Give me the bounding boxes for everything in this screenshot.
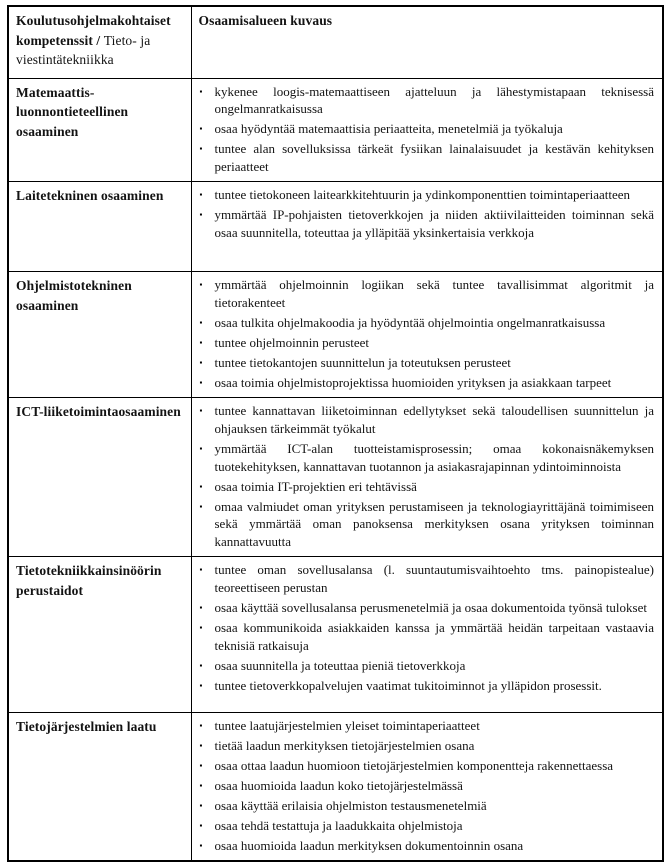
bullet-item [199, 120, 655, 138]
bullet-text: osaa tehdä testattuja ja laadukkaita ohjelmistoja [214, 818, 463, 833]
bullet-text: kykenee loogis-matemaattiseen ajatteluun ja lähestymistapaan teknisessä ongelmanratkaisussa [214, 83, 654, 117]
bullet-text: tuntee tietoverkkopalvelujen vaatimat tukitoiminnot ja ylläpidon prosessit. [214, 677, 602, 693]
bullet-square-icon: ▪ [199, 761, 203, 771]
bullet-square-icon: ▪ [199, 603, 203, 613]
competence-cell [8, 557, 191, 713]
bullet-square-icon: ▪ [199, 377, 203, 387]
table-header-row [8, 6, 663, 78]
bullet-text: osaa huomioida laadun merkityksen dokumentoinnin osana [214, 837, 524, 853]
competence-label: ICT-liiketoimintaosaaminen [16, 403, 181, 419]
bullet-square-icon: ▪ [199, 481, 203, 491]
competence-label: Laitetekninen osaaminen [16, 188, 164, 204]
bullet-item [199, 817, 655, 835]
bullet-text: osaa ottaa laadun huomioon tietojärjestelmien komponentteja rakennettaessa [214, 758, 614, 774]
header-cell-description [191, 6, 663, 78]
bullet-text: tuntee kannattavan liiketoiminnan edellytykset sekä taloudellisen suunnittelun ja ohjauksen tärkeimmät työkalut [214, 402, 654, 436]
header-description-title: Osaamisalueen kuvaus [198, 13, 333, 28]
bullet-text: omaa valmiudet oman yrityksen perustamiseen ja teknologiayrittäjänä toimimiseen sekä ymmärtää oman panoksensa merkityksen osana yrityksen toiminnan kannattavuutta [214, 498, 654, 550]
bullet-square-icon: ▪ [199, 661, 203, 670]
bullet-item [199, 354, 655, 372]
bullet-text: tuntee tietokantojen suunnittelun ja toteutuksen perusteet [214, 354, 511, 370]
bullet-text: osaa suunnitella ja toteuttaa pieniä tietoverkkoja [214, 658, 466, 673]
description-cell [191, 557, 663, 713]
bullet-text: tuntee alan sovelluksissa tärkeät fysiikan lainalaisuudet ja kestävän kehityksen periaatteet [214, 141, 654, 175]
bullet-square-icon: ▪ [199, 781, 203, 791]
bullet-square-icon: ▪ [199, 280, 203, 290]
bullet-text: osaa hyödyntää matemaattisia periaatteita, menetelmiä ja työkaluja [214, 121, 563, 137]
bullet-text: ymmärtää IP-pohjaisten tietoverkkojen ja niiden aktiivilaitteiden toiminnan sekä osaa suunnitella, toteuttaa ja ylläpitää yksinkertaisia verkkoja [214, 207, 654, 241]
bullet-text: ymmärtää ohjelmoinnin logiikan sekä tuntee tavallisimmat algoritmit ja tietorakenteet [214, 277, 654, 311]
header-cell-competences [8, 6, 191, 78]
bullet-square-icon: ▪ [199, 338, 203, 347]
description-cell [191, 397, 663, 557]
bullet-square-icon: ▪ [199, 821, 203, 830]
description-cell [191, 713, 663, 861]
header-title-regular: Tieto- ja viestintätekniikka [16, 32, 151, 68]
bullet-square-icon: ▪ [199, 443, 203, 453]
competence-label: Tietotekniikkainsinöörin perustaidot [16, 563, 162, 598]
bullet-square-icon: ▪ [199, 357, 203, 367]
bullet-square-icon: ▪ [199, 623, 203, 633]
description-cell [191, 78, 663, 182]
table-row [8, 182, 663, 272]
bullet-square-icon: ▪ [199, 124, 203, 134]
bullet-text: osaa kommunikoida asiakkaiden kanssa ja ymmärtää heidän tarpeitaan vastaavia teknisiä ratkaisuja [214, 620, 654, 654]
bullet-text: osaa tulkita ohjelmakoodia ja hyödyntää ohjelmointia ongelmanratkaisussa [214, 315, 606, 331]
competence-label: Matemaattis-luonnontieteellinen osaaminen [16, 84, 129, 139]
description-cell [191, 272, 663, 398]
competence-label: Tietojärjestelmien laatu [16, 719, 157, 735]
bullet-item [199, 677, 655, 695]
table-row [8, 557, 663, 713]
bullet-text: osaa käyttää sovellusalansa perusmenetelmiä ja osaa dokumentoida työnsä tulokset [214, 600, 647, 616]
bullet-item [199, 206, 655, 242]
bullet-item [199, 737, 655, 755]
bullet-text: osaa toimia ohjelmistoprojektissa huomioiden yrityksen ja asiakkaan tarpeet [214, 374, 612, 390]
bullet-item [199, 83, 655, 119]
table-row [8, 397, 663, 557]
competence-cell [8, 272, 191, 398]
bullet-item [199, 619, 655, 655]
competence-cell [8, 182, 191, 272]
table-row [8, 272, 663, 398]
bullet-square-icon: ▪ [199, 680, 203, 690]
bullet-item [199, 478, 655, 496]
competence-label: Ohjelmistotekninen osaaminen [16, 278, 132, 313]
bullet-item [199, 440, 655, 476]
bullet-item [199, 334, 655, 352]
bullet-square-icon: ▪ [199, 190, 203, 200]
bullet-square-icon: ▪ [199, 741, 203, 751]
bullet-item [199, 797, 655, 815]
bullet-square-icon: ▪ [199, 210, 203, 220]
bullet-item [199, 314, 655, 332]
competence-cell [8, 713, 191, 861]
bullet-item [199, 402, 655, 438]
bullet-item [199, 374, 655, 392]
bullet-item [199, 657, 655, 675]
bullet-item [199, 599, 655, 617]
bullet-square-icon: ▪ [199, 840, 203, 850]
bullet-item [199, 186, 655, 204]
bullet-item [199, 757, 655, 775]
table-row [8, 78, 663, 182]
bullet-text: tietää laadun merkityksen tietojärjestelmien osana [214, 738, 475, 754]
bullet-square-icon: ▪ [199, 318, 203, 328]
bullet-text: osaa huomioida laadun koko tietojärjestelmässä [214, 778, 463, 794]
header-title-bold: Koulutusohjelmakohtaiset kompetenssit / [16, 13, 171, 48]
bullet-item [199, 140, 655, 176]
bullet-square-icon: ▪ [199, 405, 203, 415]
bullet-text: ymmärtää ICT-alan tuotteistamisprosessin; omaa kokonaisnäkemyksen tuotekehityksen, kannattavan tuotannon ja asiakasrajapinnan ydintoiminnoista [214, 440, 654, 474]
bullet-item [199, 561, 655, 597]
bullet-text: osaa käyttää erilaisia ohjelmiston testausmenetelmiä [214, 798, 487, 814]
table-row [8, 713, 663, 861]
bullet-square-icon: ▪ [199, 144, 203, 154]
description-cell [191, 182, 663, 272]
bullet-square-icon: ▪ [199, 721, 203, 731]
bullet-square-icon: ▪ [199, 86, 203, 96]
bullet-item [199, 777, 655, 795]
bullet-text: tuntee ohjelmoinnin perusteet [214, 335, 370, 350]
bullet-item [199, 837, 655, 855]
competence-cell [8, 397, 191, 557]
bullet-text: tuntee laatujärjestelmien yleiset toimintaperiaatteet [214, 718, 480, 734]
bullet-square-icon: ▪ [199, 801, 203, 811]
competence-table [7, 5, 664, 862]
competence-cell [8, 78, 191, 182]
bullet-text: osaa toimia IT-projektien eri tehtävissä [214, 478, 417, 494]
bullet-square-icon: ▪ [199, 501, 203, 511]
bullet-item [199, 276, 655, 312]
bullet-item [199, 498, 655, 552]
bullet-square-icon: ▪ [199, 565, 203, 575]
bullet-item [199, 717, 655, 735]
bullet-text: tuntee tietokoneen laitearkkitehtuurin ja ydinkomponenttien toimintaperiaatteen [214, 187, 631, 203]
bullet-text: tuntee oman sovellusalansa (l. suuntautumisvaihtoehto tms. painopistealue) teoreettiseen perustan [214, 562, 654, 596]
